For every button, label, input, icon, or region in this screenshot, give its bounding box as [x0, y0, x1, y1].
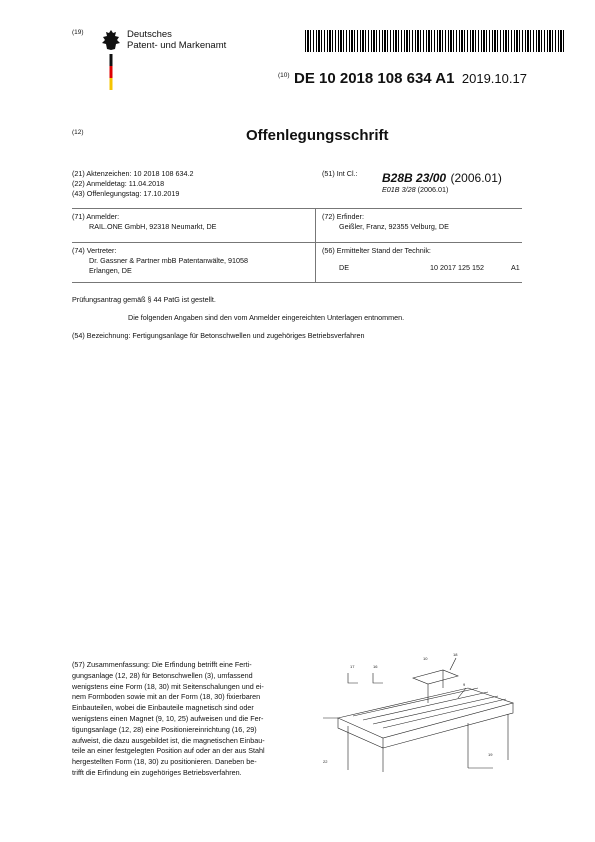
figure-label: 16	[373, 664, 378, 669]
field-71-value: RAIL.ONE GmbH, 92318 Neumarkt, DE	[89, 222, 217, 231]
abstract-line: nem Formboden sowie mit an der Form (18, 30) fixierbaren	[72, 692, 261, 702]
field-56-label: (56) Ermittelter Stand der Technik:	[322, 246, 431, 255]
abstract-line: teile an einer festgelegten Position auf oder an der aus Stahl	[72, 746, 265, 756]
office-line-2: Patent- und Markenamt	[127, 40, 227, 51]
field-43: (43) Offenlegungstag: 17.10.2019	[72, 189, 180, 198]
abstract-line: wenigstens einen Magnet (9, 10, 25) aufweisen und die Fer-	[72, 713, 264, 723]
office-name	[127, 29, 226, 51]
field-72-label: (72) Erfinder:	[322, 212, 364, 221]
field-54-title: (54) Bezeichnung: Fertigungsanlage für Betonschwellen und zugehöriges Betriebsverfahren	[72, 331, 365, 340]
field-51-label: (51) Int Cl.:	[322, 169, 358, 178]
divider	[72, 282, 522, 283]
field-72	[322, 212, 449, 232]
figure-label: 10	[423, 656, 428, 661]
code-19: (19)	[72, 29, 84, 36]
prior-art-kind: A1	[511, 263, 520, 272]
divider	[72, 208, 522, 209]
ipc-main-class: B28B 23/00	[382, 171, 447, 185]
figure-label: 22	[323, 759, 328, 764]
field-22: (22) Anmeldetag: 11.04.2018	[72, 179, 165, 188]
bib-left	[72, 169, 193, 199]
abstract-line: hergestellten Form (18, 30) zu positionieren. Daneben be-	[72, 757, 257, 767]
prior-art-number: 10 2017 125 152	[430, 263, 484, 272]
abstract-line: Einbauteilen, wobei die Einbauteile magnetisch sind oder	[72, 703, 254, 713]
abstract-line: gungsanlage (12, 28) für Betonschwellen (3), umfassend	[72, 670, 253, 680]
figure-label: 19	[488, 752, 493, 757]
code-10: (10)	[278, 72, 290, 79]
office-line-1: Deutsches	[127, 29, 172, 40]
examination-note: Prüfungsantrag gemäß § 44 PatG ist gestellt.	[72, 295, 216, 304]
field-74-label: (74) Vertreter:	[72, 246, 117, 255]
ipc-secondary-year: (2006.01)	[417, 185, 449, 194]
figure-label: 9	[463, 682, 466, 687]
ipc-secondary-class: E01B 3/28	[382, 185, 416, 194]
abstract-line: wenigstens eine Form (18, 30) mit Seitenschalungen und ei-	[72, 681, 264, 691]
abstract-line: tigungsanlage (12, 28) eine Positioniereinrichtung (16, 29)	[72, 724, 257, 734]
field-74	[72, 246, 248, 276]
field-71	[72, 212, 216, 232]
field-72-value: Geißler, Franz, 92355 Velburg, DE	[339, 222, 449, 231]
patent-figure	[318, 648, 528, 778]
abstract	[72, 660, 308, 779]
publication-line	[278, 70, 527, 88]
document-title: Offenlegungsschrift	[246, 127, 389, 144]
figure-label: 18	[453, 652, 458, 657]
field-74-value-1: Dr. Gassner & Partner mbB Patentanwälte, 91058	[89, 256, 249, 265]
field-74-value-2: Erlangen, DE	[89, 266, 132, 275]
field-71-label: (71) Anmelder:	[72, 212, 120, 221]
barcode	[305, 30, 565, 52]
field-21: (21) Aktenzeichen: 10 2018 108 634.2	[72, 169, 194, 178]
source-note: Die folgenden Angaben sind den vom Anmelder eingereichten Unterlagen entnommen.	[128, 313, 405, 322]
figure-label: 17	[350, 664, 355, 669]
abstract-line: (57) Zusammenfassung: Die Erfindung betrifft eine Ferti-	[72, 660, 252, 669]
eagle-logo	[100, 28, 122, 90]
ipc-main-year: (2006.01)	[450, 171, 502, 185]
code-12: (12)	[72, 129, 84, 136]
publication-date: 2019.10.17	[461, 71, 527, 86]
field-56	[322, 246, 431, 256]
abstract-line: trifft die Erfindung ein zugehöriges Betriebsverfahren.	[72, 767, 242, 777]
publication-number: DE 10 2018 108 634 A1	[294, 70, 455, 87]
divider	[315, 208, 316, 282]
prior-art-country: DE	[339, 263, 349, 272]
ipc-secondary	[382, 185, 448, 195]
abstract-line: aufweist, die dazu ausgebildet ist, die magnetischen Einbau-	[72, 735, 265, 745]
divider	[72, 242, 522, 243]
